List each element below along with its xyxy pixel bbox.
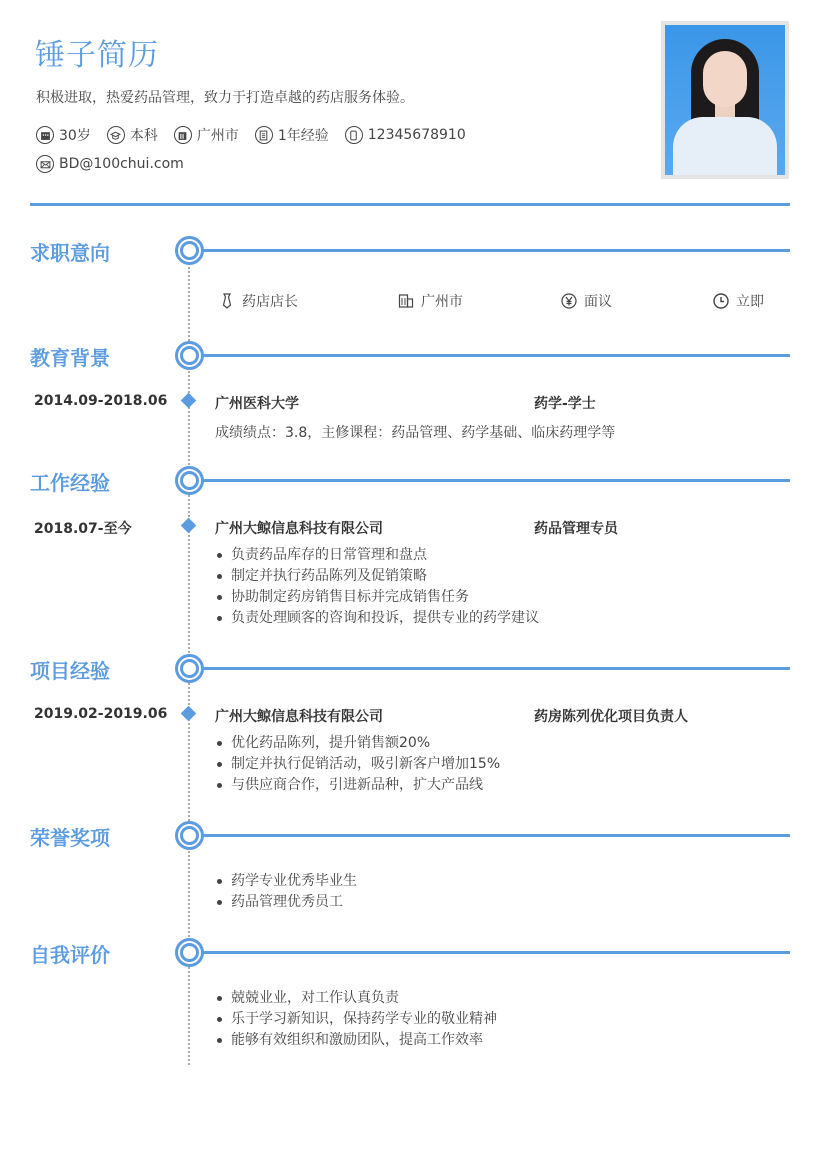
graduation-cap-icon xyxy=(107,126,125,144)
info-experience-text: 1年经验 xyxy=(277,128,329,144)
info-city-text: 广州市 xyxy=(196,128,239,144)
intent-position xyxy=(219,291,298,311)
resume-name: 锤子简历 xyxy=(35,38,159,73)
list-item: 能够有效组织和激励团队，提高工作效率 xyxy=(215,1030,497,1051)
list-item: 兢兢业业，对工作认真负责 xyxy=(215,988,497,1009)
list-item: 药学专业优秀毕业生 xyxy=(215,871,357,892)
info-experience xyxy=(255,125,329,145)
phone-icon xyxy=(345,126,363,144)
section-line xyxy=(203,249,790,252)
intent-city-text: 广州市 xyxy=(421,294,463,310)
section-node-icon xyxy=(175,938,204,967)
diamond-marker-icon xyxy=(181,393,197,409)
intent-availability xyxy=(713,291,764,311)
intent-salary-text: 面议 xyxy=(584,294,612,310)
building-icon xyxy=(174,126,192,144)
info-email-text: BD@100chui.com xyxy=(59,156,184,172)
section-title-work: 工作经验 xyxy=(30,471,110,495)
section-node-icon xyxy=(175,821,204,850)
info-degree-text: 本科 xyxy=(129,128,158,144)
intent-city xyxy=(398,291,463,311)
work-date: 2018.07-至今 xyxy=(34,521,132,537)
list-item: 乐于学习新知识，保持药学专业的敬业精神 xyxy=(215,1009,497,1030)
header-divider xyxy=(30,203,790,206)
list-item: 药品管理优秀员工 xyxy=(215,892,357,913)
work-company: 广州大鲸信息科技有限公司 xyxy=(215,521,383,537)
education-degree: 药学-学士 xyxy=(534,396,596,412)
info-degree xyxy=(107,125,158,145)
project-achievements-list xyxy=(215,733,500,796)
email-row xyxy=(36,155,200,173)
intent-availability-text: 立即 xyxy=(736,294,764,310)
city-icon xyxy=(398,293,414,309)
diamond-marker-icon xyxy=(181,518,197,534)
project-role: 药房陈列优化项目负责人 xyxy=(534,709,688,725)
section-line xyxy=(203,834,790,837)
list-item: 制定并执行药品陈列及促销策略 xyxy=(215,566,539,587)
list-item: 优化药品陈列，提升销售额20% xyxy=(215,733,500,754)
section-title-self-evaluation: 自我评价 xyxy=(30,943,110,967)
yen-icon xyxy=(561,293,577,309)
section-node-icon xyxy=(175,341,204,370)
work-position: 药品管理专员 xyxy=(534,521,618,537)
info-email xyxy=(36,155,184,173)
list-item: 负责药品库存的日常管理和盘点 xyxy=(215,545,539,566)
clock-icon xyxy=(713,293,729,309)
info-age xyxy=(36,125,91,145)
work-duties-list xyxy=(215,545,539,629)
tie-icon xyxy=(219,293,235,309)
list-item: 协助制定药房销售目标并完成销售任务 xyxy=(215,587,539,608)
section-title-intent: 求职意向 xyxy=(30,241,110,265)
section-node-icon xyxy=(175,236,204,265)
education-school: 广州医科大学 xyxy=(215,396,299,412)
honors-list xyxy=(215,871,357,913)
slogan: 积极进取，热爱药品管理，致力于打造卓越的药店服务体验。 xyxy=(36,90,414,106)
section-line xyxy=(203,951,790,954)
info-age-text: 30岁 xyxy=(59,128,91,144)
section-line xyxy=(203,479,790,482)
education-date: 2014.09-2018.06 xyxy=(34,393,168,409)
list-item: 负责处理顾客的咨询和投诉，提供专业的药学建议 xyxy=(215,608,539,629)
calendar-icon xyxy=(36,126,54,144)
project-date: 2019.02-2019.06 xyxy=(34,706,168,722)
section-title-project: 项目经验 xyxy=(30,659,110,683)
self-evaluation-list xyxy=(215,988,497,1051)
section-title-honors: 荣誉奖项 xyxy=(30,826,110,850)
section-node-icon xyxy=(175,654,204,683)
section-title-education: 教育背景 xyxy=(30,346,110,370)
intent-position-text: 药店店长 xyxy=(242,294,298,310)
project-company: 广州大鲸信息科技有限公司 xyxy=(215,709,383,725)
section-line xyxy=(203,354,790,357)
list-item: 与供应商合作，引进新品种，扩大产品线 xyxy=(215,775,500,796)
intent-salary xyxy=(561,291,612,311)
section-node-icon xyxy=(175,466,204,495)
document-icon xyxy=(255,126,273,144)
education-description: 成绩绩点：3.8，主修课程：药品管理、药学基础、临床药理学等 xyxy=(215,425,616,441)
info-phone xyxy=(345,126,466,144)
mail-icon xyxy=(36,155,54,173)
section-line xyxy=(203,667,790,670)
info-phone-text: 12345678910 xyxy=(367,127,466,143)
personal-info-row xyxy=(36,125,482,145)
profile-photo xyxy=(661,21,789,179)
list-item: 制定并执行促销活动，吸引新客户增加15% xyxy=(215,754,500,775)
diamond-marker-icon xyxy=(181,706,197,722)
info-city xyxy=(174,125,239,145)
